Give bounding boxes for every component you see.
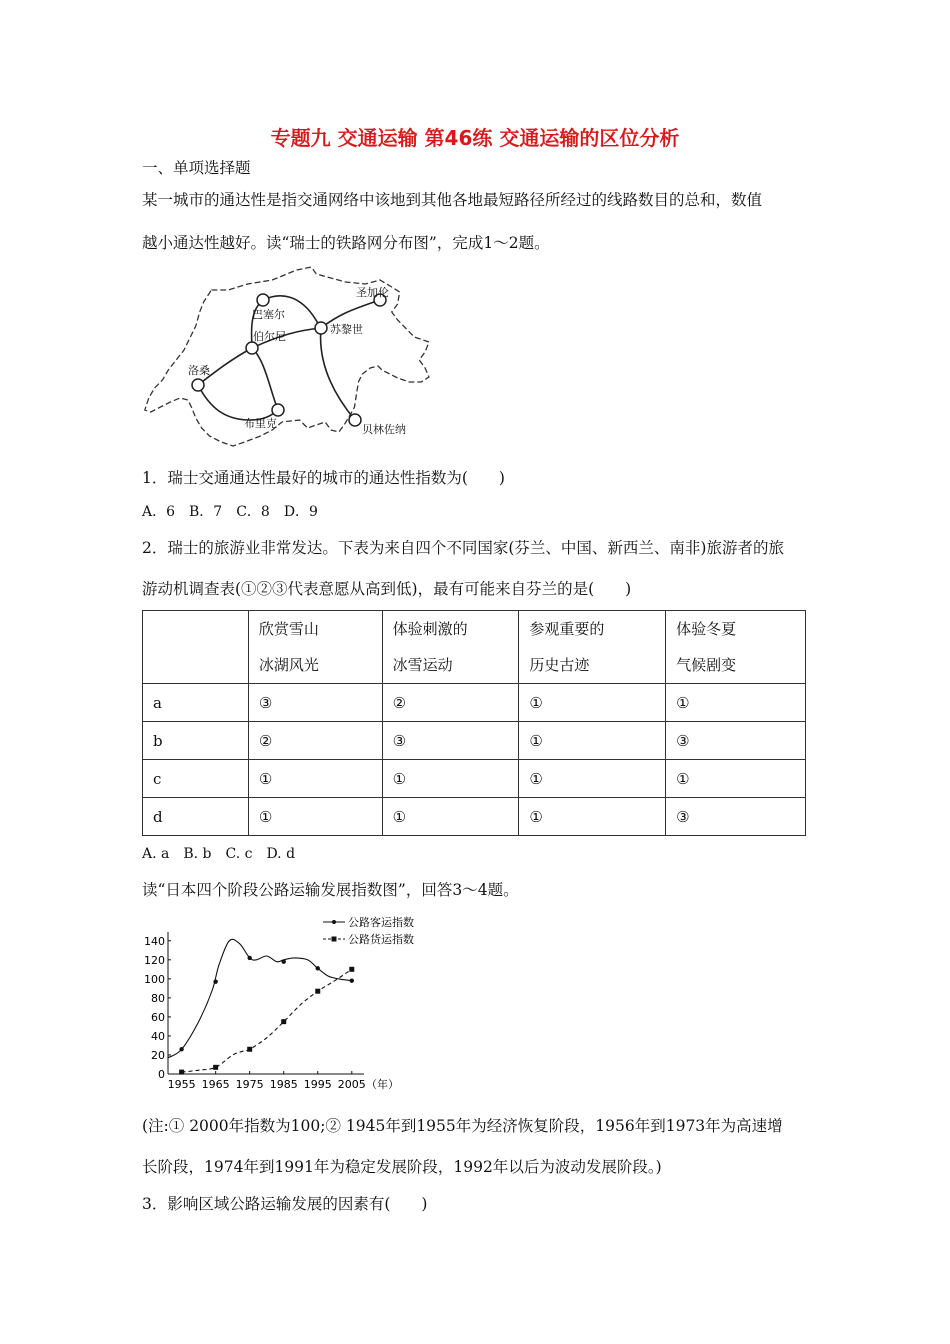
city-node-brig [272,404,284,416]
q2-options: A. a B. b C. c D. d [142,846,296,862]
table-row [143,798,806,836]
table-row [143,722,806,760]
note-line-1: (注:① 2000年指数为100;② 1945年到1955年为经济恢复阶段，1956年到1973年为高速增 [142,1117,783,1135]
point-passenger [213,979,217,983]
city-node-lausanne [192,379,204,391]
table-header-cell: 体验冬夏 气候剧变 [666,611,806,684]
y-tick-label: 80 [151,991,165,1005]
table-cell: ① [382,798,519,836]
q2-stem-line-1: 2．瑞士的旅游业非常发达。下表为来自四个不同国家(芬兰、中国、新西兰、南非)旅游者的旅 [142,539,784,557]
point-freight [213,1065,218,1070]
table-header-row [143,611,806,684]
table-header-cell: 体验刺激的 冰雪运动 [382,611,519,684]
point-passenger [179,1047,183,1051]
city-node-bern [246,342,258,354]
y-tick-label: 60 [151,1010,165,1024]
x-tick-label: 1995 [303,1078,332,1091]
table-cell: ① [666,760,806,798]
q2-stem-line-2: 游动机调查表(①②③代表意愿从高到低)，最有可能来自芬兰的是( ) [142,580,632,598]
table-cell: ③ [666,798,806,836]
chart-legend [323,915,414,946]
city-label-bern: 伯尔尼 [253,330,286,343]
legend-marker-passenger [332,920,336,924]
table-row [143,760,806,798]
table-cell: ① [666,684,806,722]
table-cell: ① [519,798,666,836]
city-label-lausanne: 洛桑 [188,364,210,377]
rail-zurich-bellinzona [321,328,355,420]
table-cell: ① [519,722,666,760]
table-cell: ② [248,722,382,760]
y-tick-label: 100 [144,972,165,986]
table-row [143,684,806,722]
series-line-passenger [168,939,352,1057]
point-freight [247,1047,252,1052]
intro-line-1: 某一城市的通达性是指交通网络中该地到其他各地最短路径所经过的线路数目的总和，数值 [142,191,763,209]
legend-label-freight: 公路货运指数 [348,933,414,946]
legend-marker-freight [332,937,337,942]
table-corner-cell [143,611,249,684]
table-cell: ③ [666,722,806,760]
x-tick-label: 1985 [269,1078,298,1091]
q34-intro: 读“日本四个阶段公路运输发展指数图”，回答3～4题。 [142,881,519,899]
x-axis-unit-label: （年） [366,1078,399,1091]
point-passenger [247,956,251,960]
row-label: b [143,722,249,760]
table-cell: ① [382,760,519,798]
point-freight [281,1019,286,1024]
table-cell: ③ [248,684,382,722]
table-cell: ① [519,684,666,722]
city-node-basel [257,294,269,306]
point-passenger [350,979,354,983]
rail-lausanne-brig [198,385,278,420]
intro-line-2: 越小通达性越好。读“瑞士的铁路网分布图”，完成1～2题。 [142,234,550,252]
section-heading: 一、单项选择题 [142,159,251,177]
y-tick-label: 0 [158,1068,165,1081]
y-tick-label: 120 [144,953,165,967]
road-transport-index-chart [140,912,430,1094]
city-label-bellinzona: 贝林佐纳 [362,423,406,436]
q1-options: A．6 B．7 C．8 D．9 [142,504,318,520]
q3-stem: 3．影响区域公路运输发展的因素有( ) [142,1195,428,1213]
table-cell: ① [248,760,382,798]
y-tick-label: 40 [151,1029,165,1043]
x-tick-label: 1955 [167,1078,196,1091]
city-label-brig: 布里克 [244,417,277,430]
rail-bern-brig [252,348,278,410]
row-label: d [143,798,249,836]
point-freight [179,1070,184,1075]
point-passenger [282,959,286,963]
point-passenger [316,966,320,970]
table-header-cell: 参观重要的 历史古迹 [519,611,666,684]
table-cell: ① [519,760,666,798]
x-tick-label: 2005 [337,1078,366,1091]
q1-stem: 1．瑞士交通通达性最好的城市的通达性指数为( ) [142,469,505,487]
city-label-stgallen: 圣加伦 [356,286,389,299]
table-header-cell: 欣赏雪山 冰湖风光 [248,611,382,684]
page-title: 专题九 交通运输 第46练 交通运输的区位分析 [270,126,680,150]
city-label-zurich: 苏黎世 [330,323,363,336]
point-freight [349,967,354,972]
row-label: c [143,760,249,798]
x-tick-label: 1965 [201,1078,230,1091]
city-node-zurich [315,322,327,334]
city-node-bellinzona [349,414,361,426]
city-label-basel: 巴塞尔 [252,308,285,321]
table-cell: ② [382,684,519,722]
row-label: a [143,684,249,722]
swiss-railway-map [140,260,430,450]
series-line-freight [182,969,352,1072]
y-tick-label: 20 [151,1048,165,1062]
table-cell: ③ [382,722,519,760]
table-cell: ① [248,798,382,836]
note-line-2: 长阶段，1974年到1991年为稳定发展阶段，1992年以后为波动发展阶段。) [142,1158,662,1176]
point-freight [315,989,320,994]
legend-label-passenger: 公路客运指数 [348,916,414,929]
x-tick-label: 1975 [235,1078,264,1091]
motivation-survey-table [142,610,806,836]
y-tick-label: 140 [144,934,165,948]
